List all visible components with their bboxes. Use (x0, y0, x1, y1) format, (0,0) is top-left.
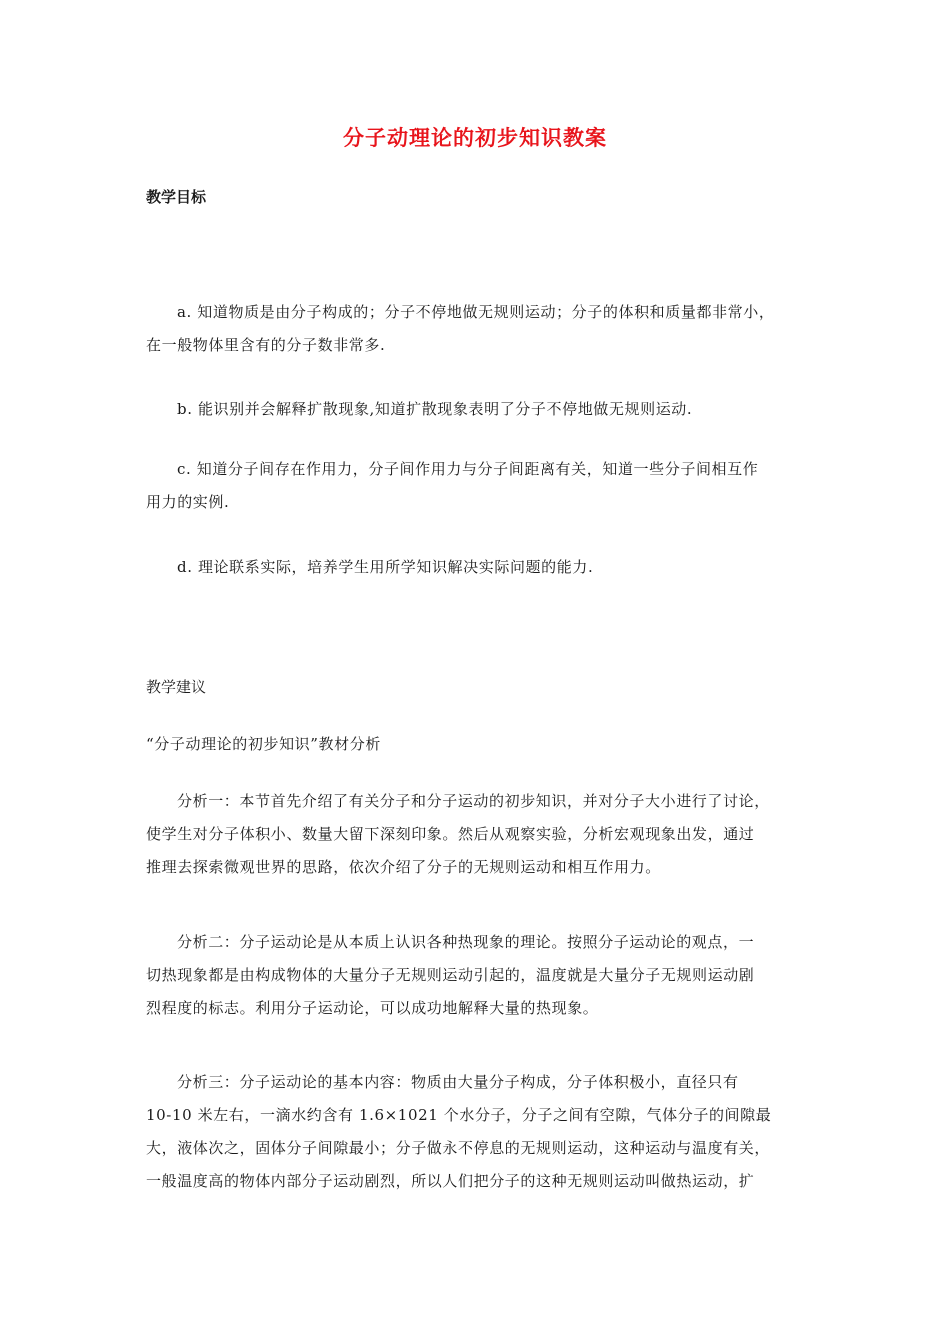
analysis-3-line-4: 一般温度高的物体内部分子运动剧烈，所以人们把分子的这种无规则运动叫做热运动，扩 (146, 1172, 755, 1190)
objective-a-line-2: 在一般物体里含有的分子数非常多. (146, 336, 386, 354)
analysis-3 (146, 1066, 810, 1198)
objective-a (146, 296, 810, 362)
analysis-1-line-1: 分析一：本节首先介绍了有关分子和分子运动的初步知识，并对分子大小进行了讨论， (177, 792, 770, 810)
objective-c-line-1: c. 知道分子间存在作用力，分子间作用力与分子间距离有关，知道一些分子间相互作 (177, 460, 759, 478)
analysis-1 (146, 785, 810, 884)
objective-d-line-1: d. 理论联系实际，培养学生用所学知识解决实际问题的能力. (177, 558, 594, 576)
analysis-3-line-1: 分析三：分子运动论的基本内容：物质由大量分子构成，分子体积极小，直径只有 (177, 1073, 739, 1091)
objective-d (146, 551, 810, 584)
objective-a-line-1: a. 知道物质是由分子构成的；分子不停地做无规则运动；分子的体积和质量都非常小， (177, 303, 775, 321)
analysis-3-line-2: 10-10 米左右，一滴水约含有 1.6×1021 个水分子，分子之间有空隙，气体分子的间隙最 (146, 1106, 772, 1124)
analysis-3-line-3: 大，液体次之，固体分子间隙最小；分子做永不停息的无规则运动，这种运动与温度有关， (146, 1139, 771, 1157)
document-title: 分子动理论的初步知识教案 (343, 126, 607, 150)
analysis-1-line-2: 使学生对分子体积小、数量大留下深刻印象。然后从观察实验，分析宏观现象出发，通过 (146, 825, 755, 843)
objective-c-line-2: 用力的实例. (146, 493, 230, 511)
section-heading-objectives: 教学目标 (146, 188, 207, 206)
material-analysis-heading: “分子动理论的初步知识”教材分析 (146, 735, 381, 753)
analysis-2-line-3: 烈程度的标志。利用分子运动论，可以成功地解释大量的热现象。 (146, 999, 599, 1017)
objective-b-line-1: b. 能识别并会解释扩散现象,知道扩散现象表明了分子不停地做无规则运动. (177, 400, 693, 418)
analysis-2 (146, 926, 810, 1025)
section-heading-suggestions: 教学建议 (146, 678, 207, 696)
analysis-2-line-1: 分析二：分子运动论是从本质上认识各种热现象的理论。按照分子运动论的观点，一 (177, 933, 755, 951)
analysis-1-line-3: 推理去探索微观世界的思路，依次介绍了分子的无规则运动和相互作用力。 (146, 858, 661, 876)
objective-c (146, 453, 810, 519)
objective-b (146, 393, 810, 426)
analysis-2-line-2: 切热现象都是由构成物体的大量分子无规则运动引起的，温度就是大量分子无规则运动剧 (146, 966, 755, 984)
